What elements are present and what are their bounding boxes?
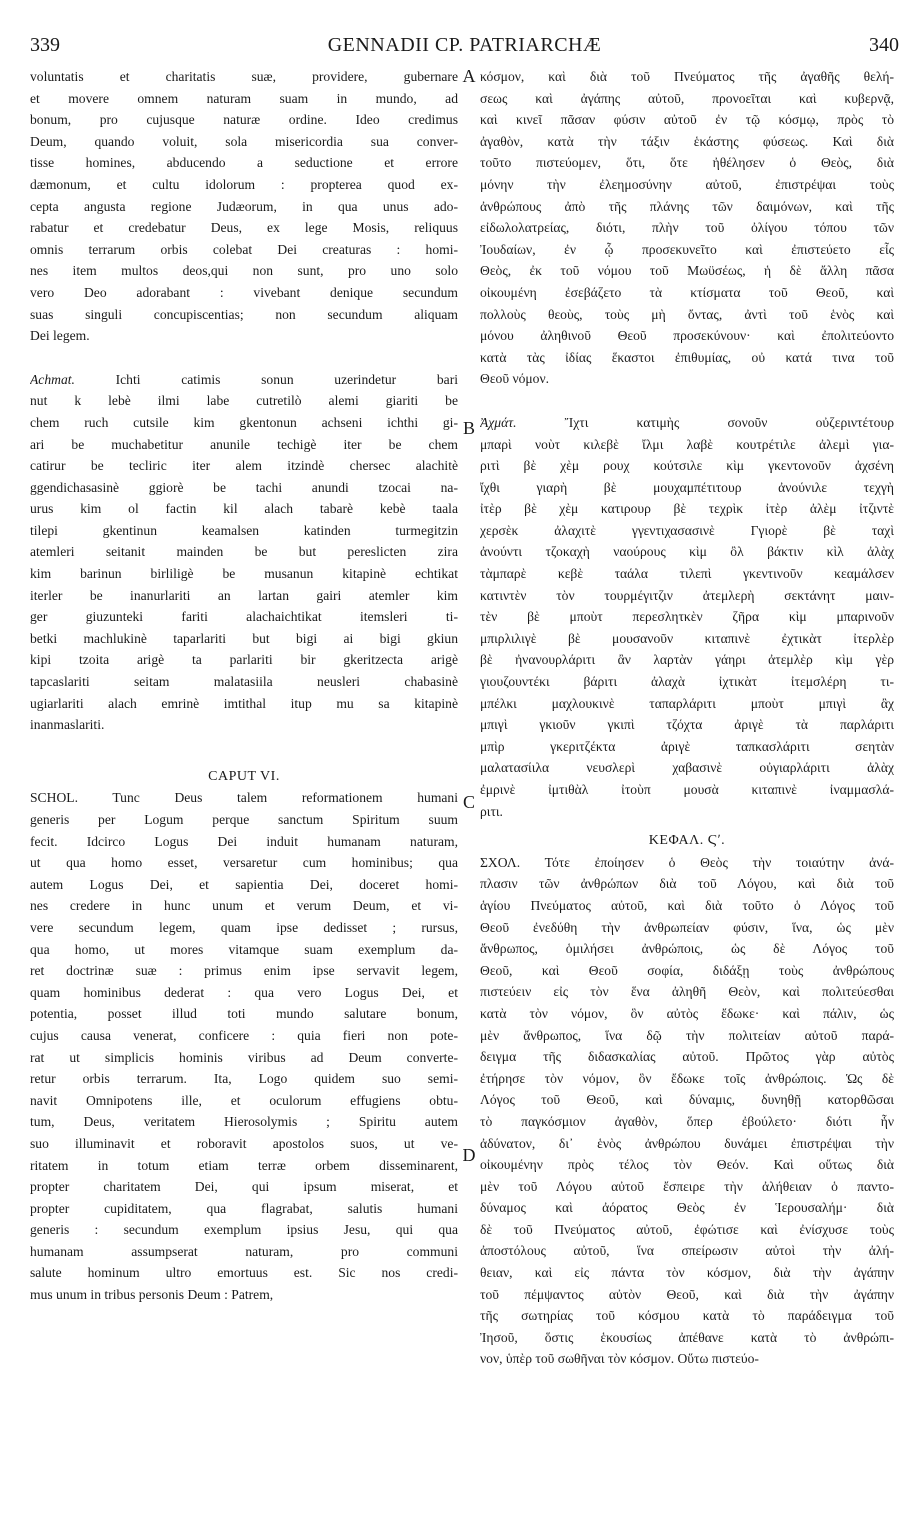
line-text: humanam assumpserat naturam, pro communi [30,1243,458,1259]
text-line [480,1111,894,1133]
page-number-right: 340 [869,34,899,56]
line-text: ἀποστόλους αὐτοῦ, ἵνα σπείρωσιν αὐτοὶ τὴν ἀλή- [480,1243,894,1259]
line-text: ἴχθι γιαρὴ βὲ μουχαμπέτιτουρ ἀνούνιλε τεχγὴ [480,479,894,495]
text-line [480,1219,894,1241]
text-line [30,1219,458,1241]
text-line [30,852,458,874]
line-text: salute hominum ultro emortuus est. Sic nos credi- [30,1265,458,1281]
text-line [480,714,894,736]
line-text: et movere omnem naturam suam in mundo, ad [30,90,458,106]
line-text: Ἴχτι κατιμὴς σονοῦν οὐζεριντέτουρ [564,414,894,430]
text-line [480,477,894,499]
line-text: Θεοῦ νόμον. [480,371,550,387]
text-line [30,1003,458,1025]
text-line [30,1241,458,1263]
line-text: τὲν βὲ μποὺτ περεσλητκὲν ζῆρα κὶμ μπαρινοῦν [480,609,894,625]
spacer [30,736,458,766]
text-line [480,1025,894,1047]
line-text: ritatem in totum etiam terræ orbem disseminarent, [30,1157,458,1173]
line-text: γιουζουντέκι βάριτι ἀλαχὰ ἰχτικὰτ ἰτεμσλέρη τι- [480,674,894,690]
text-line [480,693,894,715]
speaker-label: SCHOL. [30,790,78,806]
text-line [30,541,458,563]
text-line [30,895,458,917]
line-text: kim barinun birliligè be musanun kitapinè echtikat [30,566,458,582]
text-line [480,239,894,261]
text-line [30,693,458,715]
text-line [30,109,458,131]
text-line [30,960,458,982]
text-line [30,1111,458,1133]
text-line [480,1348,894,1370]
text-line [480,260,894,282]
text-line [30,671,458,693]
text-line [30,787,458,809]
text-line [480,131,894,153]
text-line [30,390,458,412]
greek-paragraph-2 [480,412,894,822]
text-line [480,1176,894,1198]
text-line [30,304,458,326]
line-text: iterler be inanurlariti an lartan gairi atemler kim [30,587,458,603]
text-line [30,809,458,831]
text-line [480,347,894,369]
line-text: ἰτὲρ βὲ χὲμ κατιρουρ βὲ τεχρὶκ ἰτὲρ ἀλὲμ ἰτζιντὲ [480,501,894,517]
line-text: ριτι. [480,803,503,819]
line-text: τὰμπαρὲ κεβὲ ταάλα τιλεπὶ γκεντινοῦν κεαμάλσεν [480,566,894,582]
text-line [30,1047,458,1069]
speaker-label: Achmat. [30,371,75,387]
line-text: rat ut simplicis hominis viribus ad Deum converte- [30,1049,458,1065]
text-line [480,671,894,693]
line-text: μπέλκι μαχλουκινὲ ταπαρλάριτι μποὺτ μπιγὶ ἂχ [480,695,894,711]
greek-paragraph-1 [480,66,894,390]
line-text: δύναμος καὶ ἀόρατος Θεὸς ἐν Ἱερουσαλήμ· διὰ [480,1200,894,1216]
greek-column [480,66,894,1370]
text-line [480,981,894,1003]
text-line [30,1155,458,1177]
line-text: κατιντὲν τὸν τουρμέγιτζιν ἀτεμλερὴ σεκτάνητ μαιν- [480,587,894,603]
text-line [30,325,458,347]
page-number-left: 339 [30,34,60,56]
line-text: ret doctrinæ suæ : primus enim ipse servavit legem, [30,963,458,979]
text-line [480,66,894,88]
line-text: cepta angusta regione Judæorum, in qua unus ado- [30,198,458,214]
text-line [480,88,894,110]
line-text: catirur be tecliric iter alem itzindè chersec alachitè [30,458,458,474]
text-line [480,174,894,196]
line-text: κατὰ τὸν νόμον, ὃν αὐτὸς ἔδωκε· καὶ πάλιν, ὡς [480,1005,894,1021]
text-line [480,412,894,434]
line-text: betki machlukinè taparlariti but bigi ai bigi gkiun [30,630,458,646]
text-line [480,1284,894,1306]
line-text: Ἰουδαίων, ἐν ᾧ προσεκυνεῖτο καὶ ἐπιστεύετο εἷς [480,241,894,257]
running-title: GENNADII CP. PATRIARCHÆ [327,34,602,56]
line-text: suas singuli concupiscentias; non secundum aliquam [30,306,458,322]
line-text: propter cupiditatem, qua flagrabat, salutis humani [30,1200,458,1216]
text-line [30,520,458,542]
line-text: μὲν τοῦ Λόγου αὐτοῦ ἔσπειρε τὴν ἀλήθειαν ὁ παντο- [480,1178,894,1194]
line-text: σεως καὶ ἀγάπης αὐτοῦ, προνοεῖται καὶ κυβερνᾷ, [480,90,894,106]
text-line [480,895,894,917]
text-line [480,1133,894,1155]
line-text: autem Logus Dei, et sapientia Dei, doceret homi- [30,876,458,892]
line-text: tisse homines, abducendo a seductione et errore [30,155,458,171]
line-text: ugiarlariti alach emrinè imtithal itup mu sa kitapinè [30,695,458,711]
text-line [30,1068,458,1090]
line-text: ριτὶ βὲ χὲμ ρουχ κούτσιλε κὶμ γκεντονοῦν ἀχσένη [480,458,894,474]
line-text: βὲ ἠνανουρλάριτι ἂν λαρτὰν γάηρι ἀτεμλὲρ κὶμ γὲρ [480,652,894,668]
text-line [480,563,894,585]
line-text: rabatur et credebatur Deus, ex lege Mosis, reliquus [30,220,458,236]
text-line [480,757,894,779]
text-line [480,196,894,218]
line-text: ut qua homo esset, versaretur cum hominibus; qua [30,855,458,871]
text-line [480,1240,894,1262]
line-text: ἁγίου Πνεύματος αὐτοῦ, καὶ διὰ τοῦτο ὁ Λόγος τοῦ [480,897,894,913]
line-text: tum, Deus, veritatem Hierosolymis ; Spiritu autem [30,1114,458,1130]
line-text: nes item multos deos,qui non sunt, pro uno solo [30,263,458,279]
text-line [480,801,894,823]
text-line [30,498,458,520]
line-text: inanmaslariti. [30,717,105,733]
text-line [30,874,458,896]
line-text: ἄνθρωπος, ὁμιλήσει ἀνθρώποις, ὡς δὲ Λόγος τοῦ [480,941,894,957]
line-text: ἀδύνατον, δι᾽ ἑνὸς ἀνθρώπου δυνάμει ἐπιστρέψαι τὴν [480,1135,894,1151]
line-text: suo illuminavit et roboravit apostolos suos, ut ve- [30,1135,458,1151]
text-line [480,873,894,895]
line-text: Ichti catimis sonun uzerindetur bari [115,371,458,387]
line-text: μόνου ἀληθινοῦ Θεοῦ προσεκύνουν· καὶ ἐπολιτεύοντο [480,328,894,344]
line-text: urus kim ol factin kil alach tabarè kebè taala [30,501,458,517]
line-text: vere secundum legem, quam ipse dedisset ; rursus, [30,919,458,935]
text-line [30,434,458,456]
spacer [480,822,894,830]
text-line [480,217,894,239]
line-text: generis : secundum exemplum ipsius Jesu, qui qua [30,1222,458,1238]
line-text: μόνην τὴν ἐλεημοσύνην αὐτοῦ, ἐπιστρέψαι τοὺς [480,176,894,192]
text-line [480,520,894,542]
speaker-label: ΣΧΟΛ. [480,854,521,870]
line-text: Θεὸς, ἐκ τοῦ νόμου τοῦ Μωϋσέως, ἡ δὲ ἄλλη πᾶσα [480,263,894,279]
margin-letter-a: A [462,66,476,86]
line-text: πολλοὺς θεοὺς, τοὺς μὴ ὄντας, ἀντὶ τοῦ ἑνὸς καὶ [480,306,894,322]
line-text: tilepi gkentinun keamalsen katinden turmegitzin [30,522,458,538]
line-text: μπιρλιλιγὲ βὲ μουσανοῦν κιταπινὲ ἐχτικὰτ ἰτερλὲρ [480,630,894,646]
line-text: κατὰ τὰς ἰδίας ἕκαστοι ἐπιθυμίας, οὐ κατά τινα τοῦ [480,349,894,365]
margin-letter-c: C [462,792,475,812]
line-text: δειγμα τῆς διδασκαλίας αὐτοῦ. Πρῶτος γὰρ αὐτὸς [480,1049,894,1065]
line-text: οἰκουμένην πρὸς τέλος τὸν Θεόν. Καὶ οὕτως διὰ [480,1157,894,1173]
latin-column [30,66,458,1306]
text-line [480,1068,894,1090]
text-line [30,1025,458,1047]
text-line [30,1176,458,1198]
text-line [30,260,458,282]
line-text: fecit. Idcirco Logus Dei induit humanam naturam, [30,833,458,849]
text-line [480,498,894,520]
text-line [480,368,894,390]
text-line [480,938,894,960]
line-text: kipi tzoita arigè ta parlariti bir gkeritzecta arigè [30,652,458,668]
text-line [30,649,458,671]
line-text: Λόγος τοῦ Θεοῦ, καὶ δύναμις, δυνηθῇ κατορθῶσαι [480,1092,894,1108]
line-text: dæmonum, et cultu idolorum : propterea quod ex- [30,176,458,192]
line-text: χερσὲκ ἀλαχιτὲ γγεντιχασασινὲ Γγιορὲ βὲ ταχὶ [480,522,894,538]
line-text: πλασιν τῶν ἀνθρώπων διὰ τοῦ Λόγου, καὶ διὰ τοῦ [480,876,894,892]
text-line [480,736,894,758]
text-line [30,939,458,961]
line-text: potentia, posset illud toti mundo salutare bonum, [30,1006,458,1022]
text-line [30,1090,458,1112]
line-text: Tunc Deus talem reformationem humani [112,790,458,806]
line-text: οἰκουμένη ἐσεβάζετο τὰ κτίσματα τοῦ Θεοῦ, καὶ [480,284,894,300]
line-text: bonum, pro cujusque naturæ ordine. Ideo credimus [30,112,458,128]
text-line [480,1089,894,1111]
text-line [480,109,894,131]
line-text: θειαν, καὶ εἰς πάντα τὸν κόσμον, διὰ τὴν ἀγάπην [480,1265,894,1281]
text-line [30,1198,458,1220]
latin-paragraph-1 [30,66,458,347]
spacer [30,347,458,369]
line-text: ari be muchabetitur anunile techigè iter be chem [30,436,458,452]
line-text: retur orbis terrarum. Ita, Logo quidem suo semi- [30,1071,458,1087]
text-line [30,412,458,434]
text-line [30,239,458,261]
line-text: τῆς σωτηρίας τοῦ κόσμου κατὰ τὸ παράδειγμα τοῦ [480,1308,894,1324]
latin-paragraph-2 [30,369,458,736]
line-text: καὶ κινεῖ πᾶσαν φύσιν αὐτοῦ ἐν τῷ κόσμῳ, πρὸς τὸ [480,112,894,128]
text-line [480,779,894,801]
text-line [480,152,894,174]
text-line [30,455,458,477]
line-text: τοῦτο πιστεύομεν, ὅτι, ὅτε ἠθέλησεν ὁ Θεὸς, διὰ [480,155,894,171]
line-text: ἐτήρησε τὸν νόμον, ὃν ἔδωκε τοῖς ἀνθρώποις. Ὡς δὲ [480,1070,894,1086]
text-line [480,960,894,982]
line-text: Dei legem. [30,328,90,344]
greek-paragraph-3 [480,852,894,1370]
text-line [480,1046,894,1068]
line-text: ger giuzunteki fariti alachaichtikat itemsleri ti- [30,609,458,625]
line-text: cujus causa venerat, conficere : quia fieri non pote- [30,1027,458,1043]
line-text: Θεοῦ ἐνεδύθη τὴν ἀνθρωπείαν φύσιν, ἵνα, ὡς μὲν [480,919,894,935]
line-text: mus unum in tribus personis Deum : Patrem, [30,1287,274,1303]
line-text: μαλατασίιλα νευσλερὶ χαβασινὲ οὐγιαρλάριτι ἀλὰχ [480,760,894,776]
text-line [480,628,894,650]
line-text: ἐμρινὲ ἰμτιθὰλ ἰτοὺπ μουσὰ κιταπινὲ ἰναμμασλά- [480,782,894,797]
text-line [480,1003,894,1025]
line-text: nes credere in hunc unum et verum Deum, et vi- [30,898,458,914]
text-line [30,196,458,218]
line-text: ἀνθρώπους ἀπὸ τῆς πλάνης τῶν δαιμόνων, καὶ τῆς [480,198,894,214]
line-text: κόσμον, καὶ διὰ τοῦ Πνεύματος τῆς ἀγαθῆς θελή- [480,69,894,84]
line-text: εἰδωλολατρείας, διότι, πλὴν τοῦ ὀλίγου τόπου τῶν [480,220,894,236]
line-text: quam hominibus dederat : qua vero Logus Dei, et [30,984,458,1000]
line-text: ἀνούντι τζοκαχὴ ναούρους κὶμ ὂλ βάκτιν κὶλ ἀλὰχ [480,544,894,560]
line-text: δὲ τοῦ Πνεύματος αὐτοῦ, ἐφώτισε καὶ ἐνίσχυσε τοὺς [480,1221,894,1237]
line-text: ἀγαθὸν, κατὰ τὴν τάξιν ἑκάστης φύσεως. Καὶ διὰ [480,133,894,149]
line-text: voluntatis et charitatis suæ, providere, gubernare [30,69,458,84]
text-line [30,369,458,391]
margin-letter-d: D [462,1145,476,1165]
line-text: μπιγὶ γκιοῦν γκιπὶ τζόχτα ἀριγὲ τὰ παρλάριτι [480,717,894,733]
text-line [30,477,458,499]
text-line [30,585,458,607]
latin-paragraph-3 [30,787,458,1305]
line-text: τοῦ πέμψαντος αὐτὸν Θεοῦ, καὶ διὰ τὴν ἀγάπην [480,1286,894,1302]
text-line [30,282,458,304]
line-text: propter charitatem Dei, qui ipsum miserat, et [30,1179,458,1195]
line-text: Τότε ἐποίησεν ὁ Θεὸς τὴν τοιαύτην ἀνά- [544,854,894,870]
line-text: Ἰησοῦ, ὅστις ἑκουσίως ἀπέθανε κατὰ τὸ ἀνθρώπι- [480,1329,894,1345]
line-text: navit Omnipotens ille, et oculorum effugiens obtu- [30,1092,458,1108]
line-text: πιστεύειν εἰς τὸν ἕνα ἀληθῆ Θεὸν, καὶ πολιτεύεσθαι [480,984,894,1000]
line-text: vero Deo adorabant : vivebant denique secundum [30,284,458,300]
text-line [480,325,894,347]
line-text: atemleri seitanit mainden be but pereslicten zira [30,544,458,560]
line-text: τὸ παγκόσμιον ἀγαθὸν, ὅπερ ἐβούλετο· διότι ἦν [480,1113,894,1129]
line-text: omnis terrarum orbis colebat Dei creaturas : homi- [30,241,458,257]
line-text: nut k lebè ilmi labe cutretilò alemi giariti be [30,393,458,409]
text-line [30,982,458,1004]
text-line [480,1197,894,1219]
text-line [30,217,458,239]
running-header [30,28,899,64]
line-text: μπαρὶ νοὺτ κιλεβὲ ἴλμι λαβὲ κουτρέτιλε ἀλεμὶ για- [480,436,894,452]
text-line [480,434,894,456]
line-text: μὲν ἄνθρωπος, ἵνα δῷ τὴν πολιτείαν αὐτοῦ παρά- [480,1027,894,1043]
text-line [30,66,458,88]
line-text: Deum, quando voluit, sola misericordia sua conver- [30,133,458,149]
text-line [30,174,458,196]
text-line [30,606,458,628]
line-text: tapcaslariti seitam malatasiila neusleri chabasinè [30,674,458,690]
margin-letter-b: B [462,418,475,438]
line-text: generis per Logum perque sanctum Spiritum suum [30,812,458,827]
text-line [30,152,458,174]
text-line [480,1305,894,1327]
text-line [30,628,458,650]
text-line [30,714,458,736]
text-line [480,649,894,671]
text-line [30,1262,458,1284]
text-line [480,1262,894,1284]
text-line [480,541,894,563]
text-line [30,131,458,153]
text-line [480,917,894,939]
line-text: Θεοῦ, καὶ Θεοῦ σοφία, διδάξῃ τοὺς ἀνθρώπους [480,962,894,978]
text-line [480,282,894,304]
latin-chapter-heading: CAPUT VI. [208,768,280,784]
text-line [30,1133,458,1155]
line-text: μπὶρ γκεριτζέκτα ἀριγὲ ταπκασλάριτι σεητὰν [480,738,894,754]
speaker-label: Ἀχμάτ. [480,414,517,430]
text-line [480,1327,894,1349]
text-line [30,917,458,939]
line-text: ggendichasasinè ggiorè be tachi anundi tzocai na- [30,479,458,495]
text-line [480,852,894,874]
text-line [30,1284,458,1306]
text-line [480,585,894,607]
text-line [480,1154,894,1176]
line-text: νον, ὑπὲρ τοῦ σωθῆναι τὸν κόσμον. Οὕτω πιστεύο- [480,1351,759,1367]
line-text: chem ruch cutsile kim gkentonun achseni ichthi gi- [30,414,458,430]
spacer [480,390,894,412]
text-line [30,88,458,110]
text-line [30,831,458,853]
text-line [480,606,894,628]
line-text: qua homo, ut mores vitamque suam exemplum da- [30,941,458,957]
text-line [480,304,894,326]
text-line [480,455,894,477]
text-line [30,563,458,585]
greek-chapter-heading: ΚΕΦΑΛ. Ϛʹ. [648,833,726,849]
